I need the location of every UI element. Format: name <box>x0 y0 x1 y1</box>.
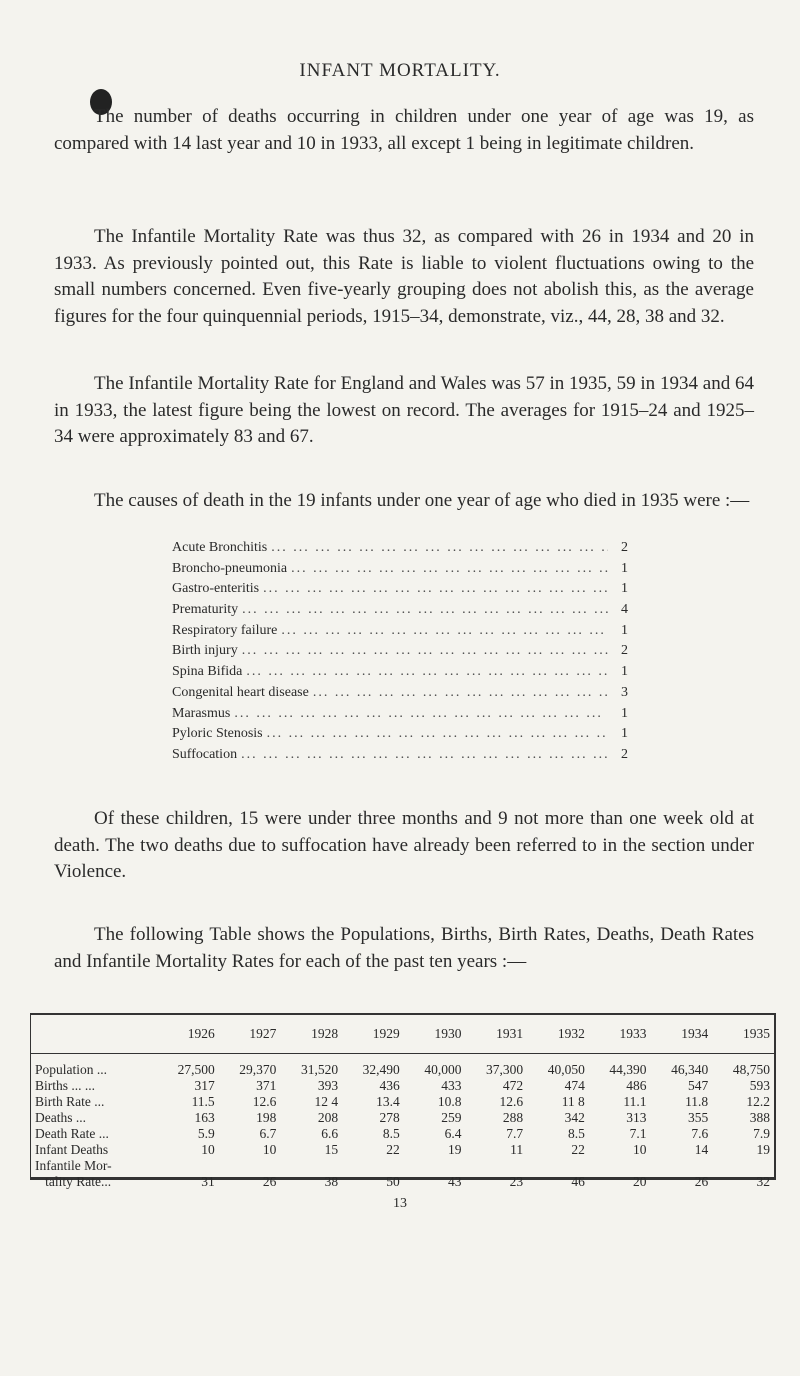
table-cell: 5.9 <box>197 1126 215 1141</box>
table-cell: 13.4 <box>376 1094 400 1109</box>
table-cell: 40,050 <box>547 1062 585 1077</box>
table-cell: 593 <box>749 1078 770 1093</box>
table-cell: 32,490 <box>362 1062 400 1077</box>
table-cell: 355 <box>687 1110 709 1125</box>
table-cell <box>342 1158 404 1174</box>
table-cell: 12.6 <box>499 1094 524 1109</box>
cause-row: Gastro-enteritis ... . 1 <box>172 581 628 602</box>
table-cell: 342 <box>564 1110 585 1125</box>
table-row <box>31 1054 774 1079</box>
statistics-table <box>31 1015 774 1190</box>
table-cell: 7.1 <box>629 1126 647 1141</box>
table-cell: 11.8 <box>685 1094 709 1109</box>
table-cell: 474 <box>564 1078 585 1093</box>
table-cell: 48,750 <box>732 1062 770 1077</box>
cause-row: Suffocation ... . 2 <box>172 747 628 768</box>
paragraph-ages: Of these children, 15 were under three months and 9 not more than one week old at death. The two deaths due to suffocation have already been referred to in the section under Violence. <box>54 808 754 882</box>
year-header: 1932 <box>557 1026 585 1041</box>
table-row <box>31 1126 774 1142</box>
table-cell: 12.2 <box>746 1094 770 1109</box>
cause-row: Respiratory failure ... . 1 <box>172 623 628 644</box>
table-cell: 486 <box>626 1078 647 1093</box>
table-cell: 8.5 <box>567 1126 585 1141</box>
row-label: Death Rate ... <box>35 1126 109 1141</box>
table-cell: 163 <box>194 1110 215 1125</box>
year-header: 1935 <box>743 1026 770 1041</box>
year-header: 1930 <box>434 1026 462 1041</box>
table-cell: 19 <box>447 1142 462 1157</box>
table-cell <box>157 1158 219 1174</box>
table-cell: 22 <box>571 1142 585 1157</box>
table-cell: 31,520 <box>300 1062 339 1077</box>
table-cell: 20 <box>633 1174 647 1189</box>
table-cell: 10 <box>633 1142 647 1157</box>
row-label: Infantile Mor- <box>35 1158 112 1173</box>
table-cell: 22 <box>386 1142 400 1157</box>
table-cell: 26 <box>694 1174 709 1189</box>
table-cell: 44,390 <box>609 1062 647 1077</box>
row-label: Births ... ... <box>35 1078 96 1093</box>
row-label: Infant Deaths <box>35 1142 109 1157</box>
table-cell: 7.9 <box>753 1126 770 1141</box>
table-corner <box>31 1015 157 1054</box>
paragraph-deaths: The number of deaths occurring in children under one year of age was 19, as compared with 14 last year and 10 in 1933, all except 1 being in legitimate children. <box>54 106 754 154</box>
cause-row: Broncho-pneumonia ... . 1 <box>172 561 628 582</box>
table-cell: 46 <box>571 1174 585 1189</box>
year-header: 1933 <box>619 1026 647 1041</box>
table-cell: 27,500 <box>177 1062 215 1077</box>
table-cell: 6.7 <box>259 1126 277 1141</box>
table-cell: 31 <box>201 1174 215 1189</box>
table-cell: 288 <box>502 1110 524 1125</box>
table-cell: 11 <box>510 1142 524 1157</box>
table-cell: 14 <box>694 1142 709 1157</box>
table-cell: 32 <box>756 1174 770 1189</box>
table-cell: 472 <box>502 1078 524 1093</box>
table-cell <box>219 1158 281 1174</box>
table-cell <box>712 1158 774 1174</box>
table-cell: 313 <box>626 1110 647 1125</box>
table-cell: 37,300 <box>486 1062 524 1077</box>
table-row <box>31 1078 774 1094</box>
paragraph-mortality-rate: The Infantile Mortality Rate was thus 32, as compared with 26 in 1934 and 20 in 1933. As previously pointed out, this Rate is liable to violent fluctuations owing to the small numbers concerned. Even five-yearly grouping does not abolish this, as the average figures for the four quinquennial periods, 1915–34, demonstrate, viz., 44, 28, 38 and 32. <box>54 226 754 327</box>
table-cell: 208 <box>317 1110 339 1125</box>
table-cell: 10.8 <box>437 1094 462 1109</box>
table-row <box>31 1174 774 1190</box>
table-cell: 433 <box>441 1078 462 1093</box>
table-cell <box>465 1158 527 1174</box>
table-cell <box>280 1158 342 1174</box>
year-header: 1926 <box>187 1026 215 1041</box>
year-header: 1928 <box>311 1026 339 1041</box>
table-cell: 11.5 <box>191 1094 215 1109</box>
table-cell: 6.4 <box>444 1126 462 1141</box>
row-label: Birth Rate ... <box>35 1094 105 1109</box>
table-cell: 19 <box>756 1142 770 1157</box>
page-number: 13 <box>393 1196 407 1211</box>
year-header: 1934 <box>681 1026 709 1041</box>
row-label: Population ... <box>35 1062 108 1077</box>
cause-row: Prematurity ... . 4 <box>172 602 628 623</box>
row-label: tality Rate... <box>35 1174 112 1189</box>
table-row <box>31 1158 774 1174</box>
cause-row: Birth injury ... . 2 <box>172 643 628 664</box>
table-cell: 10 <box>201 1142 215 1157</box>
table-cell: 26 <box>262 1174 277 1189</box>
table-cell: 8.5 <box>382 1126 400 1141</box>
table-cell: 29,370 <box>239 1062 277 1077</box>
table-cell <box>589 1158 651 1174</box>
table-cell <box>527 1158 589 1174</box>
paragraph-england-wales: The Infantile Mortality Rate for England and Wales was 57 in 1935, 59 in 1934 and 64 in 1933, the latest figure being the lowest on record. The averages for 1915–24 and 1925–34 were approximately 83 and 67. <box>54 373 754 447</box>
cause-row: Congenital heart disease ... . 3 <box>172 685 628 706</box>
year-header: 1929 <box>372 1026 400 1041</box>
paragraph-causes-intro: The causes of death in the 19 infants under one year of age who died in 1935 were :— <box>94 490 750 511</box>
table-row <box>31 1094 774 1110</box>
statistics-table-box <box>30 1013 776 1189</box>
table-cell: 7.6 <box>691 1126 709 1141</box>
table-cell: 50 <box>386 1174 400 1189</box>
table-cell <box>651 1158 713 1174</box>
cause-row: Pyloric Stenosis ... . 1 <box>172 726 628 747</box>
table-row <box>31 1110 774 1126</box>
table-cell: 7.7 <box>506 1126 524 1141</box>
table-cell: 388 <box>749 1110 770 1125</box>
table-cell: 11 8 <box>561 1094 585 1109</box>
table-cell: 6.6 <box>321 1126 339 1141</box>
table-cell: 436 <box>379 1078 400 1093</box>
cause-row: Spina Bifida ... . 1 <box>172 664 628 685</box>
table-row <box>31 1142 774 1158</box>
table-cell: 11.1 <box>623 1094 647 1109</box>
table-cell: 393 <box>317 1078 339 1093</box>
cause-row: Marasmus ... . 1 <box>172 706 628 727</box>
table-cell: 23 <box>509 1174 524 1189</box>
paragraph-table-intro: The following Table shows the Populations, Births, Birth Rates, Deaths, Death Rates and Infantile Mortality Rates for each of the past ten years :— <box>54 924 754 972</box>
table-cell: 278 <box>379 1110 400 1125</box>
table-cell: 317 <box>194 1078 215 1093</box>
table-cell: 38 <box>324 1174 339 1189</box>
year-header: 1931 <box>496 1026 524 1041</box>
table-cell: 198 <box>256 1110 277 1125</box>
table-cell: 12.6 <box>252 1094 277 1109</box>
table-header-row <box>31 1015 774 1054</box>
table-cell: 12 4 <box>314 1094 339 1109</box>
table-cell: 547 <box>687 1078 709 1093</box>
table-cell: 15 <box>324 1142 339 1157</box>
cause-row: Acute Bronchitis ... . 2 <box>172 540 628 561</box>
table-cell: 46,340 <box>671 1062 709 1077</box>
table-cell: 259 <box>441 1110 462 1125</box>
table-cell: 43 <box>447 1174 462 1189</box>
table-cell: 40,000 <box>424 1062 462 1077</box>
causes-list <box>172 540 628 768</box>
table-cell: 10 <box>262 1142 277 1157</box>
row-label: Deaths ... <box>35 1110 86 1125</box>
year-header: 1927 <box>249 1026 277 1041</box>
page-title: INFANT MORTALITY. <box>299 60 501 81</box>
table-cell: 371 <box>256 1078 277 1093</box>
table-cell <box>404 1158 466 1174</box>
